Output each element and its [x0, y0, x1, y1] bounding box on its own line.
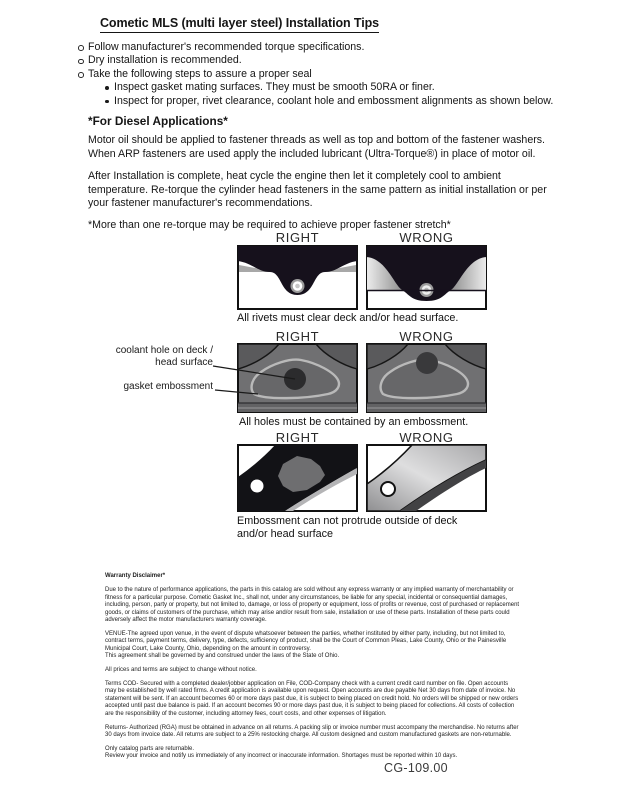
wrong-label: WRONG [399, 329, 454, 344]
annotation-gasket-embossment: gasket embossment [123, 381, 213, 392]
tip-item: Dry installation is recommended. [78, 54, 570, 67]
coolant-hole [416, 352, 438, 374]
right-label: RIGHT [275, 430, 320, 445]
right-label: RIGHT [275, 230, 320, 245]
diesel-paragraph: After Installation is complete, heat cycle the engine then let it completely cool to ambient temperature. Re-torque the cylinder head fasteners in the same pattern as initial installation or per your fastener manufacturer's recommendations. [88, 170, 547, 210]
annotation-pointer-lines [205, 338, 365, 408]
disclaimer-paragraph: Review your invoice and notify us immediately of any incorrect or inaccurate information. Shortages must be reported within 10 days. [105, 753, 458, 760]
bolt-hole [381, 482, 395, 496]
tip-item: Take the following steps to assure a proper seal [78, 68, 570, 81]
sub-tips-list [105, 81, 570, 108]
diagram-embossment-wrong [366, 343, 487, 413]
diesel-paragraph: *More than one re-torque may be required to achieve proper fastener stretch* [88, 219, 451, 232]
disclaimer-paragraph: Due to the nature of performance applications, the parts in this catalog are sold without any express warranty or any implied warranty of merchantability or fitness for a particular purpose. Cometic Gasket Inc., shall not, under any circumstances, be liable for any special, incidental or consequential damages, including, person, party or property, but not limited to, damage, or loss of property or equipment, loss of profits or revenue, cost of purchased or replacement goods, or claims of customers of the purchase, which may arise and/or result from sale, installation or use of these parts. Installation of these parts could adversely affect the motor manufacturers warranty coverage. [105, 587, 520, 624]
disclaimer-paragraph: Returns- Authorized (RGA) must be obtained in advance on all returns. A packing slip or invoice number must accompany the merchandise. No returns after 30 days from invoice date. All returns are subject to a 25% restocking charge. All custom designed and custom manufactured gaskets are non-returnable. [105, 724, 519, 738]
tip-item: Follow manufacturer's recommended torque specifications. [78, 41, 570, 54]
disclaimer-paragraph: All prices and terms are subject to change without notice. [105, 667, 257, 674]
bolt-hole [251, 480, 264, 493]
diagram-caption: Embossment can not protrude outside of deck and/or head surface [237, 515, 458, 540]
wrong-label: WRONG [399, 430, 454, 445]
wrong-label: WRONG [399, 230, 454, 245]
tips-list [78, 41, 570, 108]
right-label: RIGHT [275, 329, 320, 344]
disclaimer-paragraph: Only catalog parts are returnable. [105, 745, 195, 752]
diagram-rivet-wrong [366, 245, 487, 310]
diesel-section [88, 115, 550, 242]
diagram-rivet-right [237, 245, 358, 310]
disclaimer-paragraph: This agreement shall be governed by and construed under the laws of the State of Ohio. [105, 653, 340, 660]
disclaimer-paragraph: Terms COD- Secured with a completed dealer/jobber application on File, COD-Company check with a current credit card number on file. Open accounts may be established by well rated firms. A credit application is available upon request. Open accounts are due payable Net 30 days from date of invoice. No statement will be sent. If an account becomes 60 or more days past due, it is subject to being placed on credit hold. No orders will be shipped or new orders accepted until past due balance is paid. If an account becomes 90 or more days past due, it is subject to being placed for collections. All costs of collection are the responsibility of the customer, including attorney fees, court costs, and other expenses of litigation. [105, 680, 519, 717]
page-title: Cometic MLS (multi layer steel) Installation Tips [100, 16, 379, 33]
disclaimer-heading: Warranty Disclaimer* [105, 573, 166, 579]
sub-tip-item: Inspect for proper, rivet clearance, coolant hole and embossment alignments as shown below. [105, 95, 570, 108]
diagram-protrude-right [237, 444, 358, 512]
warranty-disclaimer [105, 573, 520, 767]
diesel-heading: *For Diesel Applications* [88, 114, 228, 128]
diagram-protrude-wrong [366, 444, 487, 512]
page-number: CG-109.00 [384, 761, 448, 775]
rivet-icon [291, 279, 305, 293]
diagram-caption: All rivets must clear deck and/or head surface. [237, 312, 459, 324]
diesel-paragraph: Motor oil should be applied to fastener threads as well as top and bottom of the fastener washers. When ARP fasteners are used apply the included lubricant (Ultra-Torque®) in place of motor oil. [88, 134, 545, 160]
annotation-coolant-hole: coolant hole on deck / head surface [115, 345, 213, 368]
disclaimer-paragraph: VENUE-The agreed upon venue, in the event of dispute whatsoever between the parties, whether instituted by either party, including, but not limited to, contract terms, payment terms, delivery, type, defects, sufficiency of product, shall be the Court of Common Pleas, Lake County, Ohio or the Painesville Municipal Court, Lake County, Ohio, depending on the amount in controversy. [105, 630, 507, 652]
diagram-caption: All holes must be contained by an embossment. [239, 416, 469, 428]
sub-tip-item: Inspect gasket mating surfaces. They must be smooth 50RA or finer. [105, 81, 570, 94]
